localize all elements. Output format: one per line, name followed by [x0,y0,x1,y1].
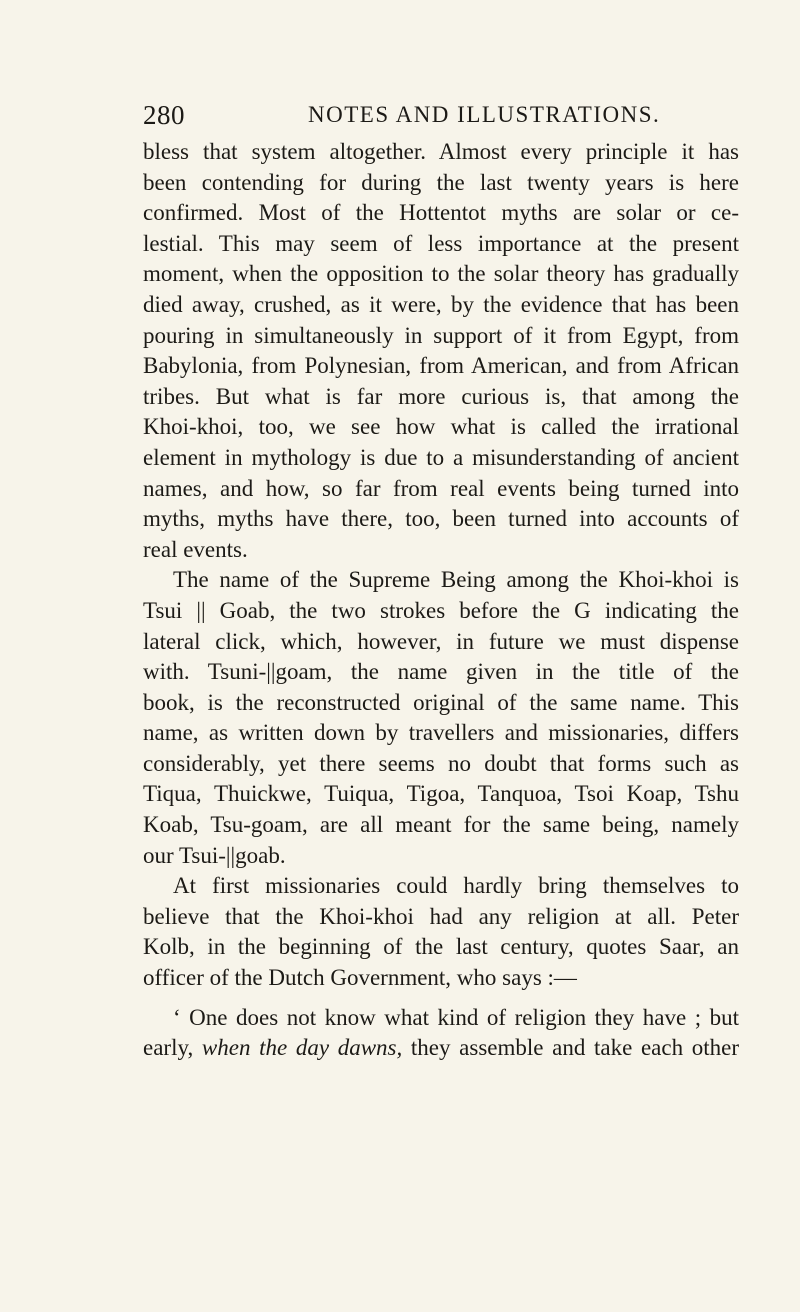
text-line: considerably, yet there seems no doubt that forms such as [143,750,739,776]
text-line: name, as written down by travellers and missionaries, differs [143,720,739,746]
page-header [143,100,743,136]
text-line: pouring in simultaneously in support of it from Egypt, from [143,322,739,348]
text-line: our Tsui-||goab. [143,842,286,868]
text-line: moment, when the opposition to the solar theory has gradually [143,261,739,287]
text-line: Khoi-khoi, too, we see how what is called the irrational [143,414,739,440]
body-text [143,137,739,1064]
text-line: died away, crushed, as it were, by the evidence that has been [143,291,739,317]
text-line: The name of the Supreme Being among the Khoi-khoi is [173,567,739,593]
text-line: lestial. This may seem of less importance at the present [143,230,739,256]
text-line: believe that the Khoi-khoi had any religion at all. Peter [143,903,739,929]
text-line: officer of the Dutch Government, who says :— [143,965,577,991]
text-line: tribes. But what is far more curious is, that among the [143,383,739,409]
quote-text: early, [143,1035,202,1061]
text-line: lateral click, which, however, in future we must dispense [143,628,739,654]
text-line: Babylonia, from Polynesian, from American, and from African [143,353,739,379]
text-line: Kolb, in the beginning of the last century, quotes Saar, an [143,934,739,960]
text-line: confirmed. Most of the Hottentot myths are solar or ce- [143,200,739,226]
quote-line [143,1033,739,1064]
text-line: real events. [143,536,248,562]
quote-text: they assemble and take each other [402,1035,739,1061]
text-line: At first missionaries could hardly bring themselves to [173,873,739,899]
text-line: names, and how, so far from real events being turned into [143,475,739,501]
italic-phrase: when the day dawns, [201,1035,403,1061]
page-number: 280 [143,100,185,130]
quote-line: ‘ One does not know what kind of religion they have ; but [173,1004,739,1030]
text-line: element in mythology is due to a misunderstanding of ancient [143,444,739,470]
text-line: Tiqua, Thuickwe, Tuiqua, Tigoa, Tanquoa, Tsoi Koap, Tshu [143,781,739,807]
running-title: NOTES AND ILLUSTRATIONS. [308,102,661,127]
text-line: Koab, Tsu-goam, are all meant for the same being, namely [143,812,739,838]
text-line: with. Tsuni-||goam, the name given in the title of the [143,659,739,685]
text-line: book, is the reconstructed original of the same name. This [143,689,739,715]
text-line: been contending for during the last twenty years is here [143,169,739,195]
text-line: Tsui || Goab, the two strokes before the G indicating the [143,597,739,623]
text-line: bless that system altogether. Almost every principle it has [143,139,739,164]
text-line: myths, myths have there, too, been turned into accounts of [143,506,739,532]
